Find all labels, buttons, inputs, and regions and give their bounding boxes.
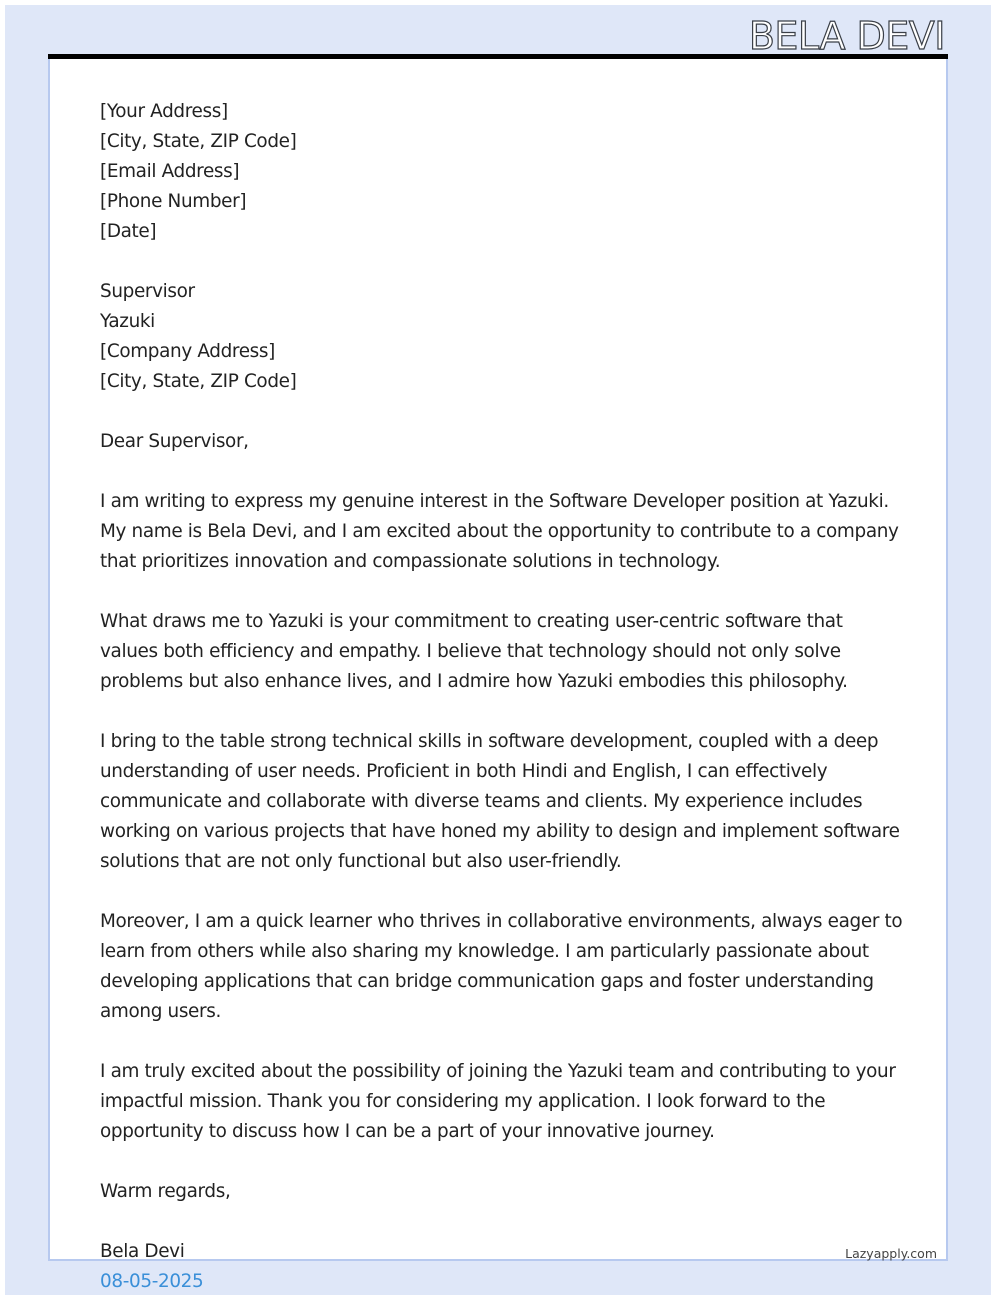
watermark-link[interactable]: Lazyapply.com [845,1246,937,1261]
paragraph-line: I bring to the table strong technical skills in software development, coupled with a deep [100,731,879,752]
paragraph-line: communicate and collaborate with diverse teams and clients. My experience includes [100,791,863,812]
salutation: Dear Supervisor, [100,431,249,452]
paragraph-line: Moreover, I am a quick learner who thrives in collaborative environments, always eager to [100,911,903,932]
sender-email: [Email Address] [100,161,240,182]
sender-city-state-zip: [City, State, ZIP Code] [100,131,297,152]
closing: Warm regards, [100,1181,231,1202]
paragraph-line: developing applications that can bridge communication gaps and foster understanding [100,971,874,992]
recipient-city-state-zip: [City, State, ZIP Code] [100,371,297,392]
paragraph-line: I am writing to express my genuine interest in the Software Developer position at Yazuki. [100,491,889,512]
paragraph-line: that prioritizes innovation and compassionate solutions in technology. [100,551,721,572]
sender-date: [Date] [100,221,157,242]
recipient-title: Supervisor [100,281,195,302]
recipient-address: [Company Address] [100,341,275,362]
body-paragraph-5 [100,1057,900,1147]
body-paragraph-1 [100,487,900,577]
applicant-name-heading: BELA DEVI [748,14,945,58]
cover-letter-body [100,97,903,1297]
body-paragraph-2 [100,607,900,697]
paragraph-line: understanding of user needs. Proficient in both Hindi and English, I can effectively [100,761,828,782]
paragraph-line: problems but also enhance lives, and I admire how Yazuki embodies this philosophy. [100,671,848,692]
paragraph-line: impactful mission. Thank you for considering my application. I look forward to the [100,1091,826,1112]
sender-phone: [Phone Number] [100,191,247,212]
sender-address: [Your Address] [100,101,228,122]
paragraph-line: opportunity to discuss how I can be a part of your innovative journey. [100,1121,715,1142]
signature-name: Bela Devi [100,1241,185,1262]
paragraph-line: My name is Bela Devi, and I am excited about the opportunity to contribute to a company [100,521,899,542]
paragraph-line: I am truly excited about the possibility of joining the Yazuki team and contributing to your [100,1061,896,1082]
paragraph-line: solutions that are not only functional but also user-friendly. [100,851,622,872]
signed-date: 08-05-2025 [100,1271,204,1292]
paragraph-line: What draws me to Yazuki is your commitment to creating user-centric software that [100,611,843,632]
paragraph-line: values both efficiency and empathy. I believe that technology should not only solve [100,641,841,662]
body-paragraph-4 [100,907,903,1027]
paragraph-line: among users. [100,1001,221,1022]
paragraph-line: learn from others while also sharing my knowledge. I am particularly passionate about [100,941,869,962]
recipient-company: Yazuki [100,311,155,332]
body-paragraph-3 [100,727,900,877]
paragraph-line: working on various projects that have honed my ability to design and implement software [100,821,900,842]
